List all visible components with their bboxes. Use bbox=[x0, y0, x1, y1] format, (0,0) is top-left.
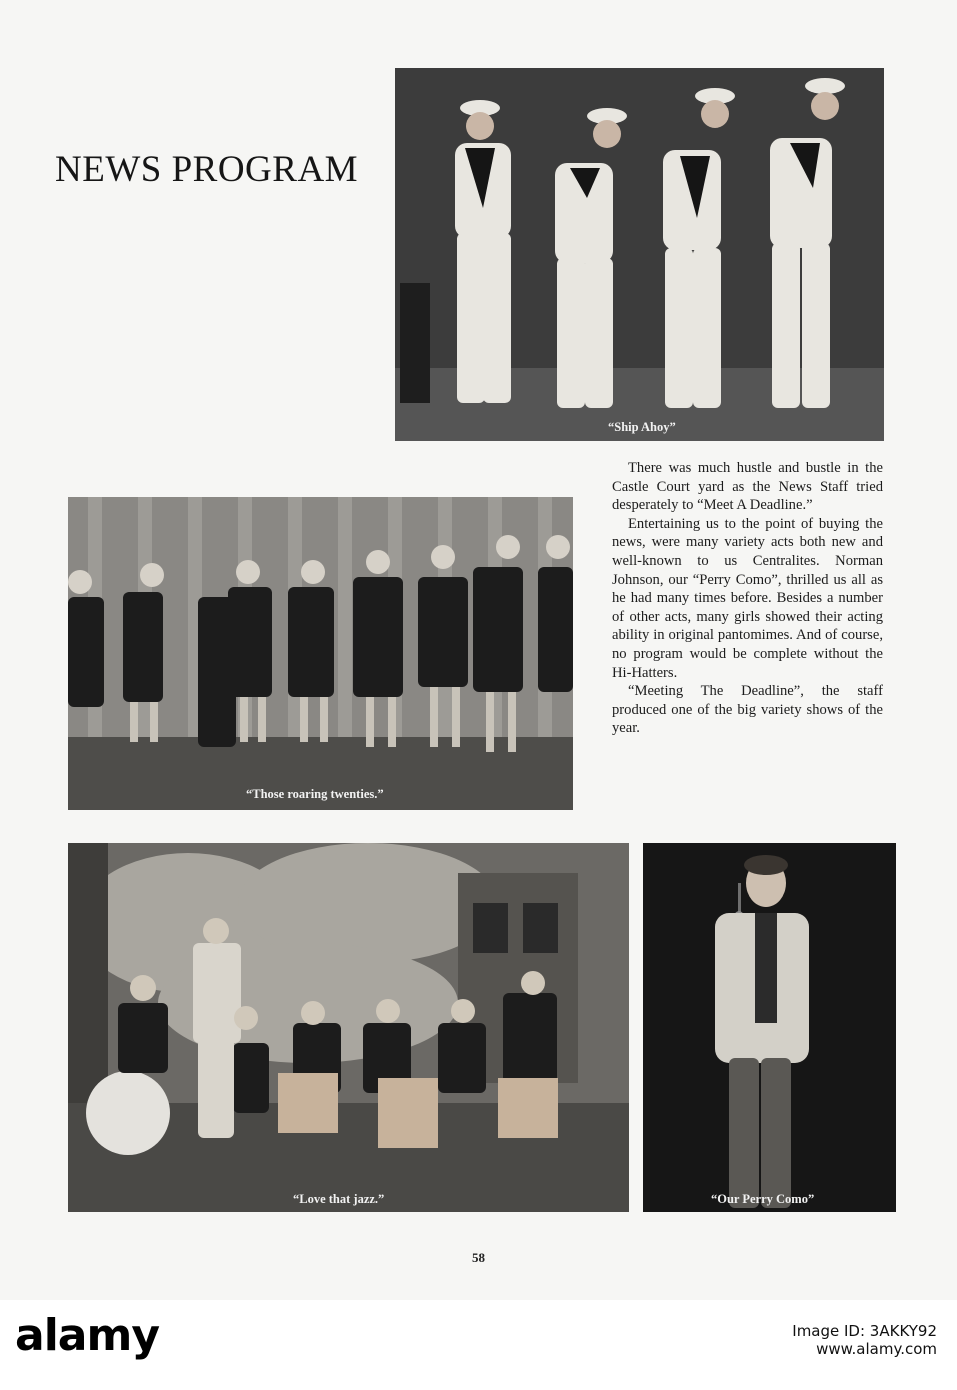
perry-como-caption: “Our Perry Como” bbox=[711, 1192, 815, 1206]
page-number: 58 bbox=[472, 1250, 485, 1265]
article-paragraph: “Meeting The Deadline”, the staff produced one of the big variety shows of the year. bbox=[612, 683, 883, 737]
ship-ahoy-caption: “Ship Ahoy” bbox=[608, 420, 676, 434]
article-text bbox=[612, 459, 883, 738]
love-that-jazz-caption: “Love that jazz.” bbox=[293, 1192, 385, 1206]
photo-perry-como bbox=[643, 843, 896, 1212]
page-title: NEWS PROGRAM bbox=[55, 149, 359, 190]
roaring-twenties-caption: “Those roaring twenties.” bbox=[246, 787, 384, 801]
ship-ahoy-image bbox=[395, 68, 884, 441]
roaring-twenties-image bbox=[68, 497, 573, 810]
article-paragraph: There was much hustle and bustle in the Castle Court yard as the News Staff tried desperately to “Meet A Deadline.” bbox=[612, 460, 883, 514]
image-id-block bbox=[792, 1322, 937, 1358]
alamy-logo: alamy bbox=[15, 1310, 159, 1361]
article-paragraph: Entertaining us to the point of buying the news, were many variety acts both new and well-known to us Centralites. Norman Johnson, our “Perry Como”, thrilled us all as he had many times before. Besides a number of other acts, many girls showed their acting ability in original pantomimes. And of course, no program would be complete without the Hi-Hatters. bbox=[612, 515, 883, 681]
site-url: www.alamy.com bbox=[816, 1340, 937, 1358]
photo-ship-ahoy bbox=[395, 68, 884, 441]
love-that-jazz-image bbox=[68, 843, 629, 1212]
image-id: Image ID: 3AKKY92 bbox=[792, 1322, 937, 1340]
photo-roaring-twenties bbox=[68, 497, 573, 810]
photo-love-that-jazz bbox=[68, 843, 629, 1212]
perry-como-image bbox=[643, 843, 896, 1212]
